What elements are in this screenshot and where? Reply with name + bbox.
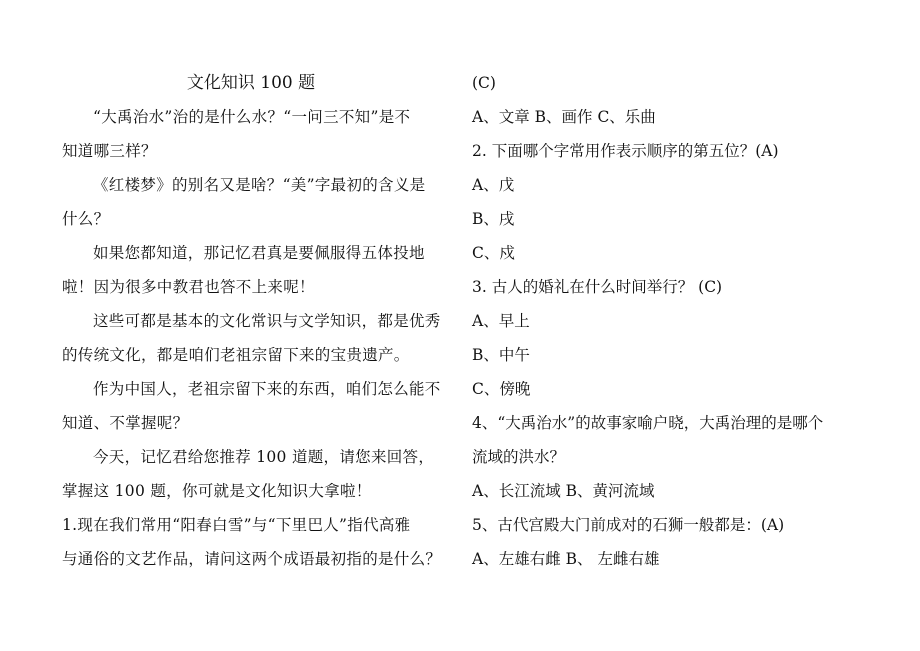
question-4-line: 4、“大禹治水”的故事家喻户晓，大禹治理的是哪个 bbox=[472, 414, 824, 432]
question-3-option-c: C、傍晚 bbox=[472, 380, 531, 398]
question-1-line: 1.现在我们常用“阳春白雪”与“下里巴人”指代高雅 bbox=[62, 516, 411, 534]
intro-line: 作为中国人，老祖宗留下来的东西，咱们怎么能不 bbox=[93, 380, 441, 398]
intro-line: 如果您都知道，那记忆君真是要佩服得五体投地 bbox=[93, 244, 425, 262]
intro-line: 知道、不掌握呢？ bbox=[62, 414, 189, 432]
question-5-options: A、左雄右雌 B、 左雌右雄 bbox=[472, 550, 660, 568]
question-4-line: 流域的洪水？ bbox=[472, 448, 566, 466]
intro-line: 《红楼梦》的别名又是啥？“美”字最初的含义是 bbox=[93, 176, 426, 194]
question-1-line: 与通俗的文艺作品，请问这两个成语最初指的是什么？ bbox=[62, 550, 442, 568]
question-2: 2. 下面哪个字常用作表示顺序的第五位？(A) bbox=[472, 142, 779, 160]
question-2-option-c: C、戍 bbox=[472, 244, 515, 262]
intro-line: 知道哪三样？ bbox=[62, 142, 157, 160]
question-2-option-a: A、戊 bbox=[472, 176, 515, 194]
question-3-option-b: B、中午 bbox=[472, 346, 530, 364]
answer-1-key: (C) bbox=[472, 74, 496, 92]
intro-line: “大禹治水”治的是什么水？“一问三不知”是不 bbox=[93, 108, 411, 126]
intro-line: 今天，记忆君给您推荐 100 道题，请您来回答， bbox=[93, 448, 435, 466]
question-4-options: A、长江流域 B、黄河流域 bbox=[472, 482, 655, 500]
intro-line: 什么？ bbox=[62, 210, 110, 228]
question-1-options: A、文章 B、画作 C、乐曲 bbox=[472, 108, 656, 126]
intro-line: 掌握这 100 题，你可就是文化知识大拿啦！ bbox=[62, 482, 372, 500]
intro-line: 这些可都是基本的文化常识与文学知识，都是优秀 bbox=[93, 312, 441, 330]
document-title: 文化知识 100 题 bbox=[186, 73, 316, 93]
question-3-option-a: A、早上 bbox=[472, 312, 530, 330]
left-column bbox=[62, 66, 454, 576]
intro-line: 的传统文化，都是咱们老祖宗留下来的宝贵遗产。 bbox=[62, 346, 410, 364]
question-2-option-b: B、戌 bbox=[472, 210, 515, 228]
intro-line: 啦！因为很多中教君也答不上来呢！ bbox=[62, 278, 315, 296]
question-3: 3. 古人的婚礼在什么时间举行？ (C) bbox=[472, 278, 723, 296]
question-5: 5、古代宫殿大门前成对的石狮一般都是：(A) bbox=[472, 516, 785, 534]
right-column bbox=[472, 66, 872, 576]
